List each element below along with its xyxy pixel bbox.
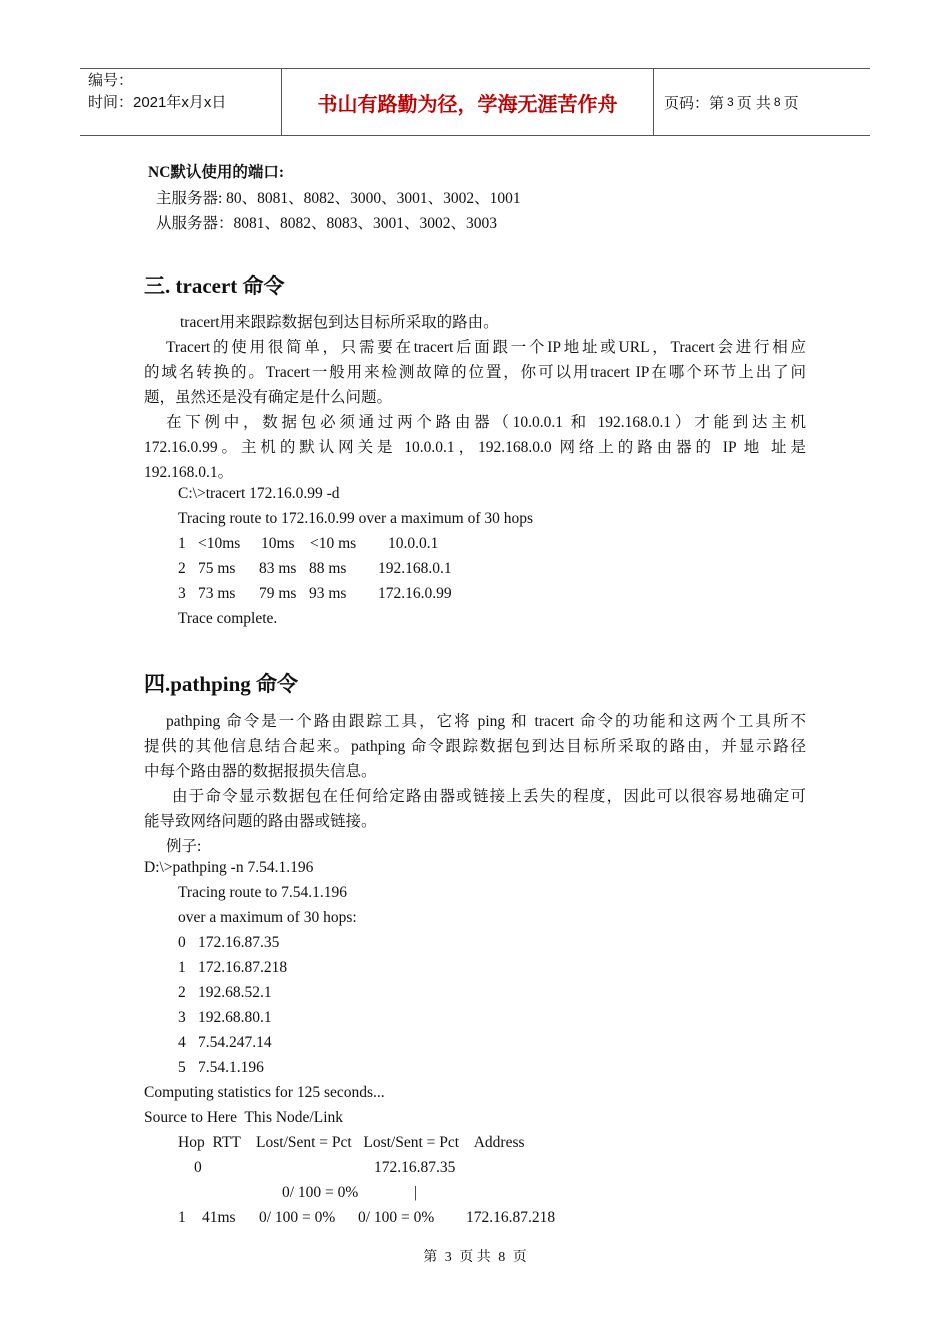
header-page-mid: 页 共 — [736, 94, 771, 112]
footer-page: 3 — [444, 1250, 452, 1265]
hop-time-3: <10 ms — [310, 535, 357, 552]
pathping-para-1-line-2: 提供的其他信息结合起来。pathping 命令跟踪数据包到达目标所采取的路由，并显示路径 — [144, 738, 806, 755]
tracert-para-2-line-3: 题，虽然还是没有确定是什么问题。 — [144, 389, 393, 406]
hop-ip: 192.168.0.1 — [378, 560, 452, 577]
hop-ip: 192.68.52.1 — [198, 984, 272, 1001]
hop-ip: 7.54.247.14 — [198, 1034, 272, 1051]
header-time-label: 时间：2021年x月x日 — [88, 94, 227, 111]
tracert-para-3-line-3: 192.168.0.1。 — [144, 464, 234, 481]
pathping-row0-hop: 0 — [194, 1159, 202, 1176]
hop-time-2: 10ms — [261, 535, 295, 552]
hop-number: 5 — [178, 1059, 186, 1076]
hop-number: 1 — [178, 959, 186, 976]
header-number-label: 编号： — [88, 72, 134, 89]
hop-ip: 7.54.1.196 — [198, 1059, 264, 1076]
hop-time-1: <10ms — [198, 535, 241, 552]
hop-number: 1 — [178, 535, 186, 552]
footer-mid: 页 共 — [459, 1250, 491, 1265]
hop-number: 3 — [178, 1009, 186, 1026]
header-page-prefix: 页码：第 — [664, 94, 725, 112]
page-footer — [0, 1246, 950, 1266]
header-motto: 书山有路勤为径，学海无涯苦作舟 — [282, 69, 654, 135]
tracert-complete: Trace complete. — [178, 610, 278, 627]
pathping-para-1-line-1: pathping 命令是一个路由跟踪工具，它将 ping 和 tracert 命令的功能和这两个工具所不 — [166, 713, 806, 730]
hop-ip: 172.16.87.218 — [198, 959, 288, 976]
pathping-example-label: 例子: — [166, 838, 202, 855]
pathping-computing: Computing statistics for 125 seconds... — [144, 1084, 385, 1101]
header-page-suffix: 页 — [783, 94, 799, 112]
section-pathping-heading: 四.pathping 命令 — [144, 672, 299, 696]
pathping-tracing-line-1: Tracing route to 7.54.1.196 — [178, 884, 348, 901]
tracert-para-2-line-1: Tracert的使用很简单，只需要在tracert后面跟一个IP地址或URL，Tracert会进行相应 — [166, 339, 806, 356]
hop-ip: 192.68.80.1 — [198, 1009, 272, 1026]
tracert-para-1: tracert用来跟踪数据包到达目标所采取的路由。 — [180, 314, 499, 331]
nc-sub-server: 从服务器：8081、8082、8083、3001、3002、3003 — [156, 215, 498, 232]
pathping-row0-link: 0/ 100 = 0% — [282, 1184, 359, 1201]
pathping-para-1-line-3: 中每个路由器的数据报损失信息。 — [144, 763, 377, 780]
header-page-num: 3 — [727, 95, 734, 109]
tracert-para-3-line-2: 172.16.0.99。主机的默认网关是 10.0.0.1，192.168.0.0 网络上的路由器的 IP 地 址是 — [144, 439, 806, 456]
pathping-para-2-line-2: 能导致网络问题的路由器或链接。 — [144, 813, 377, 830]
nc-main-server: 主服务器: 80、8081、8082、3000、3001、3002、1001 — [156, 190, 521, 207]
pathping-command: D:\>pathping -n 7.54.1.196 — [144, 859, 314, 876]
hop-ip: 10.0.0.1 — [388, 535, 439, 552]
hop-time-2: 83 ms — [259, 560, 297, 577]
pathping-row0-address: 172.16.87.35 — [374, 1159, 456, 1176]
tracert-command: C:\>tracert 172.16.0.99 -d — [178, 485, 340, 502]
pathping-row1-address: 172.16.87.218 — [466, 1209, 556, 1226]
tracert-para-3-line-1: 在下例中，数据包必须通过两个路由器（10.0.0.1 和 192.168.0.1）才能到达主机 — [166, 414, 806, 431]
footer-suffix: 页 — [512, 1250, 527, 1265]
hop-number: 2 — [178, 984, 186, 1001]
hop-number: 2 — [178, 560, 186, 577]
pathping-tracing-line-2: over a maximum of 30 hops: — [178, 909, 357, 926]
tracert-tracing-line: Tracing route to 172.16.0.99 over a maximum of 30 hops — [178, 510, 534, 527]
hop-time-3: 93 ms — [309, 585, 347, 602]
hop-time-1: 73 ms — [198, 585, 236, 602]
header-page-total: 8 — [773, 95, 781, 109]
hop-time-2: 79 ms — [259, 585, 297, 602]
section-tracert-heading: 三. tracert 命令 — [144, 274, 285, 298]
tracert-para-2-line-2: 的域名转换的。Tracert一般用来检测故障的位置，你可以用tracert IP在哪个环节上出了问 — [144, 364, 806, 381]
page-header — [80, 68, 870, 136]
header-page-info — [654, 69, 870, 135]
nc-ports-title: NC默认使用的端口: — [148, 164, 285, 181]
footer-total: 8 — [498, 1250, 506, 1265]
hop-time-3: 88 ms — [309, 560, 347, 577]
hop-number: 3 — [178, 585, 186, 602]
pathping-row0-bar: | — [414, 1184, 418, 1201]
pathping-table-header: Hop RTT Lost/Sent = Pct Lost/Sent = Pct Address — [178, 1134, 525, 1151]
pathping-row1-hop: 1 — [178, 1209, 186, 1226]
pathping-source-line: Source to Here This Node/Link — [144, 1109, 344, 1126]
hop-ip: 172.16.87.35 — [198, 934, 280, 951]
pathping-para-2-line-1: 由于命令显示数据包在任何给定路由器或链接上丢失的程度，因此可以很容易地确定可 — [172, 788, 806, 805]
pathping-row1-lost-1: 0/ 100 = 0% — [259, 1209, 336, 1226]
hop-number: 4 — [178, 1034, 186, 1051]
header-info-cell — [80, 69, 282, 135]
hop-number: 0 — [178, 934, 186, 951]
pathping-row1-lost-2: 0/ 100 = 0% — [358, 1209, 435, 1226]
hop-ip: 172.16.0.99 — [378, 585, 452, 602]
footer-prefix: 第 — [423, 1250, 438, 1265]
pathping-row1-rtt: 41ms — [202, 1209, 236, 1226]
hop-time-1: 75 ms — [198, 560, 236, 577]
